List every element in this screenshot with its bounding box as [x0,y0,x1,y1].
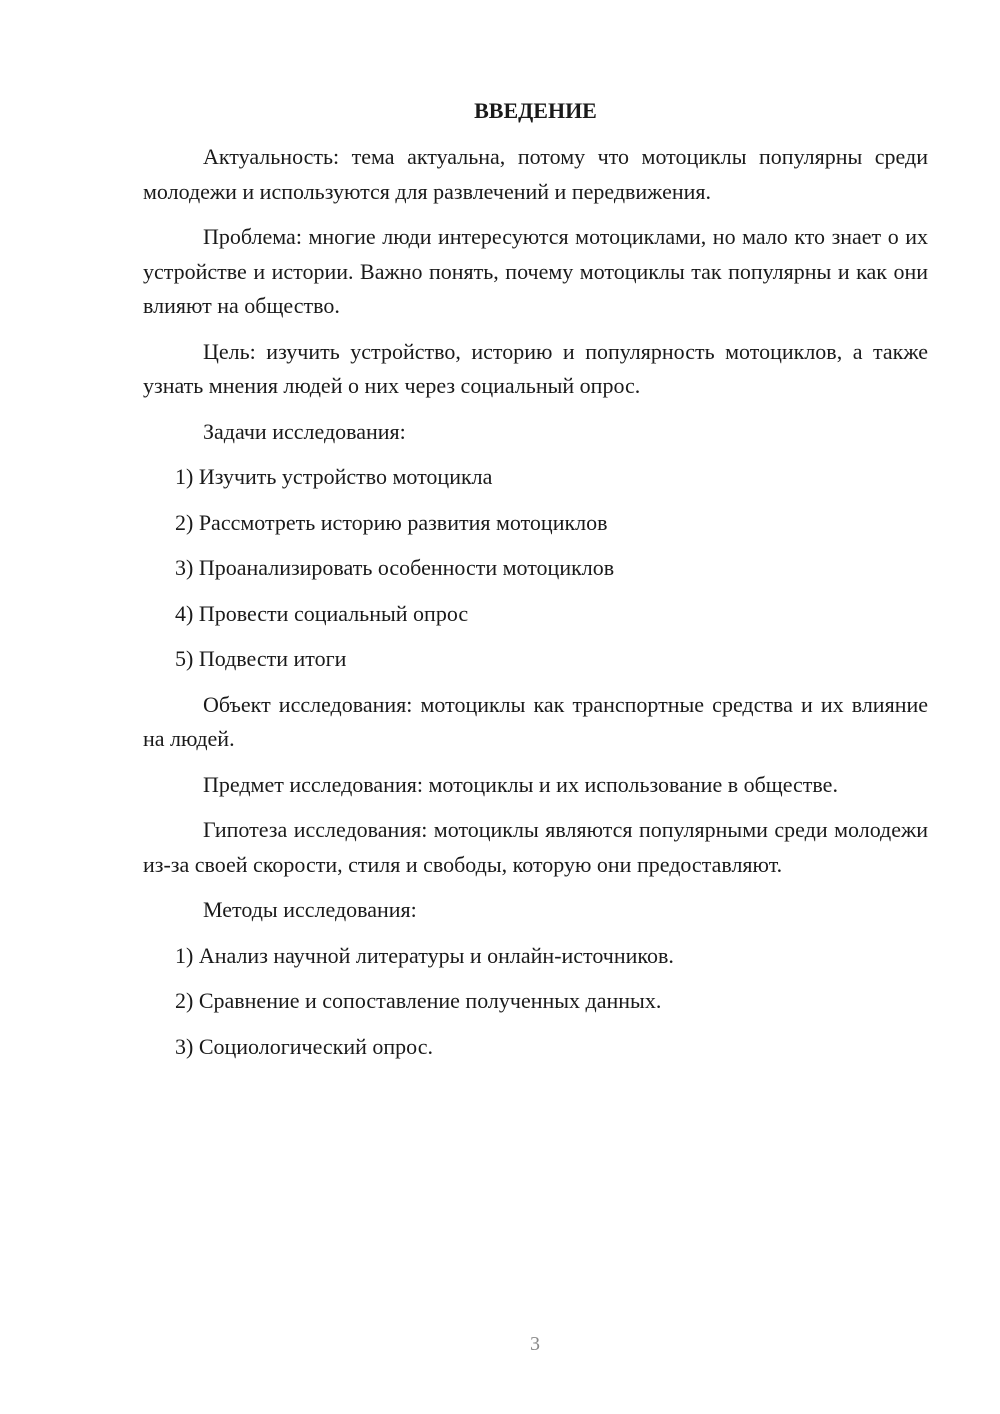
tasks-list [143,460,928,677]
goal-paragraph: Цель: изучить устройство, историю и популярность мотоциклов, а также узнать мнения людей о них через социальный опрос. [143,338,928,398]
problem-paragraph: Проблема: многие люди интересуются мотоциклами, но мало кто знает о их устройстве и истории. Важно понять, почему мотоциклы так популярны и как они влияют на общество. [143,224,928,318]
list-item: 3) Социологический опрос. [175,1033,433,1059]
list-item: 4) Провести социальный опрос [175,600,469,626]
hypothesis-paragraph: Гипотеза исследования: мотоциклы являются популярными среди молодежи из-за своей скорости, стиля и свободы, которую они предоставляют. [143,817,928,877]
list-item: 1) Анализ научной литературы и онлайн-источников. [175,942,674,968]
tasks-title: Задачи исследования: [203,418,406,444]
list-item: 2) Рассмотреть историю развития мотоциклов [175,509,608,535]
page-title: ВВЕДЕНИЕ [474,98,597,123]
methods-list [143,939,928,1065]
document-page [143,96,928,1075]
list-item: 3) Проанализировать особенности мотоциклов [175,555,615,580]
relevance-paragraph: Актуальность: тема актуальна, потому что мотоциклы популярны среди молодежи и используются для развлечений и передвижения. [143,144,928,204]
list-item: 2) Сравнение и сопоставление полученных данных. [175,988,662,1013]
page-number: 3 [530,1333,540,1355]
list-item: 1) Изучить устройство мотоцикла [175,464,493,489]
methods-title: Методы исследования: [203,897,417,922]
list-item: 5) Подвести итоги [175,646,347,671]
subject-paragraph: Предмет исследования: мотоциклы и их использование в обществе. [203,771,838,797]
object-paragraph: Объект исследования: мотоциклы как транспортные средства и их влияние на людей. [143,691,928,751]
